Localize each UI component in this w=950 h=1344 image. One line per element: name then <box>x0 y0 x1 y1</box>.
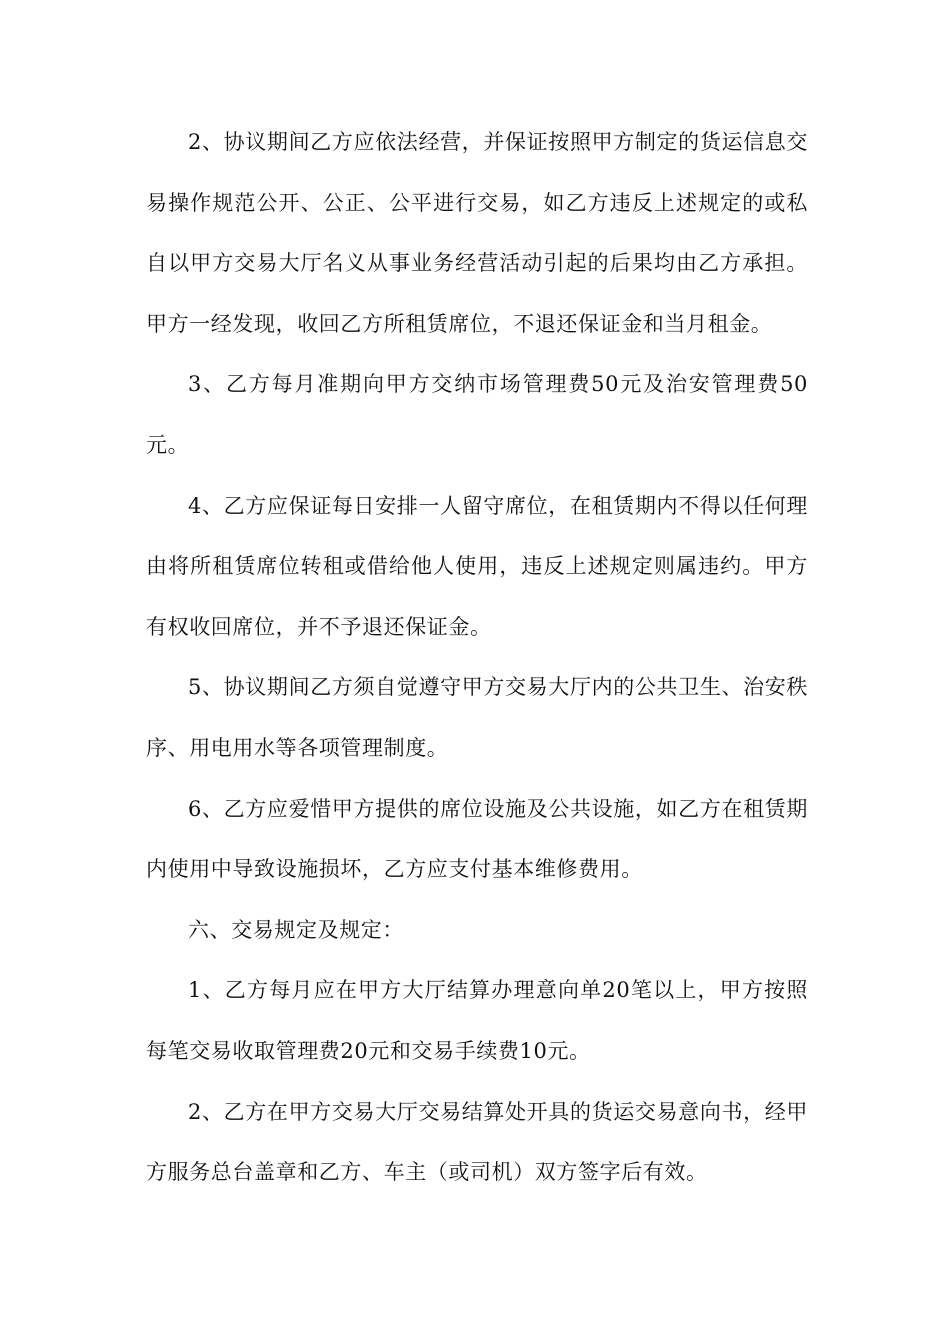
paragraph-trade-rule-2: 2、乙方在甲方交易大厅交易结算处开具的货运交易意向书，经甲方服务总台盖章和乙方、车主（或司机）双方签字后有效。 <box>146 1099 808 1185</box>
paragraph-clause-2: 2、协议期间乙方应依法经营，并保证按照甲方制定的货运信息交易操作规范公开、公正、公平进行交易，如乙方违反上述规定的或私自以甲方交易大厅名义从事业务经营活动引起的后果均由乙方承担。甲方一经发现，收回乙方所租赁席位，不退还保证金和当月租金。 <box>146 130 808 336</box>
paragraph-clause-5: 5、协议期间乙方须自觉遵守甲方交易大厅内的公共卫生、治安秩序、用电用水等各项管理制度。 <box>146 675 808 760</box>
section-heading-6: 六、交易规定及规定： <box>188 917 404 942</box>
paragraph-clause-3: 3、乙方每月准期向甲方交纳市场管理费50元及治安管理费50元。 <box>146 372 808 457</box>
document-body <box>146 112 808 1203</box>
paragraph-clause-4: 4、乙方应保证每日安排一人留守席位，在租赁期内不得以任何理由将所租赁席位转租或借给他人使用，违反上述规定则属违约。甲方有权收回席位，并不予退还保证金。 <box>146 493 808 639</box>
paragraph-clause-6: 6、乙方应爱惜甲方提供的席位设施及公共设施，如乙方在租赁期内使用中导致设施损坏，乙方应支付基本维修费用。 <box>146 796 808 882</box>
paragraph-trade-rule-1: 1、乙方每月应在甲方大厅结算办理意向单20笔以上，甲方按照每笔交易收取管理费20元和交易手续费10元。 <box>146 978 808 1063</box>
